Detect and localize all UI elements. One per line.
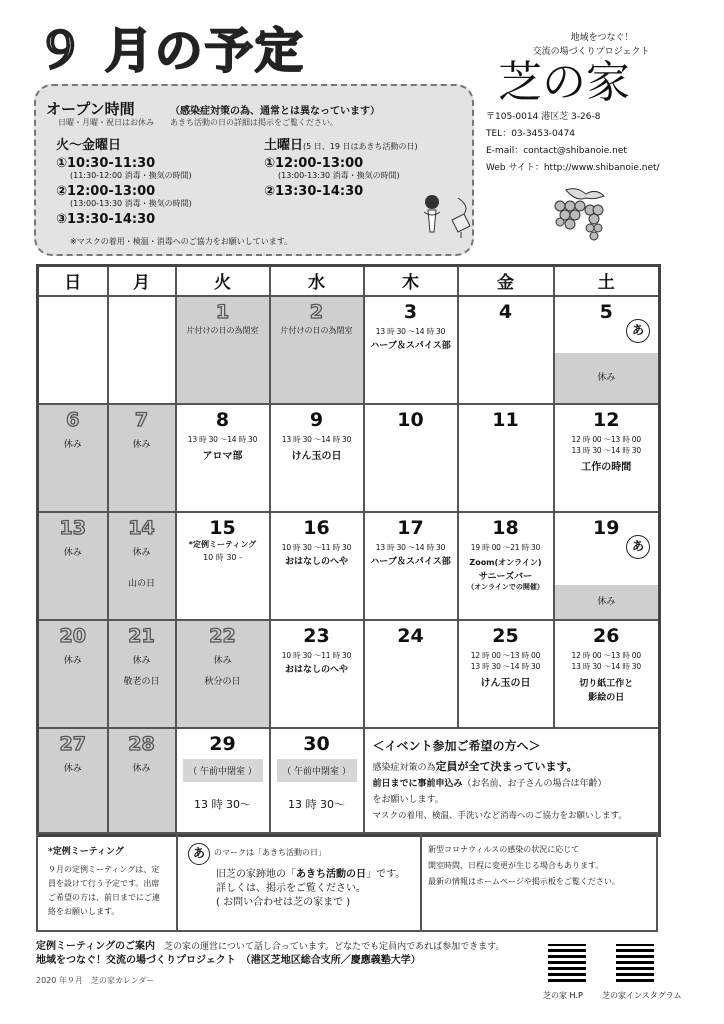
day-cell-2: 2 片付けの日の為閉室	[270, 296, 364, 404]
opening-hours-heading: オープン時間	[46, 100, 135, 118]
weekday-wed: 水	[270, 266, 364, 296]
info-section	[36, 832, 658, 932]
akichi-mark: あ	[626, 535, 650, 559]
week-row-4	[38, 620, 660, 728]
akichi-mark: あ	[626, 319, 650, 343]
day-cell-9: 9 13 時 30 〜14 時 30 けん玉の日	[270, 404, 364, 512]
akichi-line: 詳しくは、掲示をご覧ください。	[216, 883, 366, 894]
grapes-icon	[546, 186, 610, 246]
day-cell-28: 28 休み	[108, 728, 176, 836]
day-cell-30: 30 （ 午前中閉室 ） 13 時 30〜	[270, 728, 364, 836]
day-cell-6: 6 休み	[38, 404, 108, 512]
week-row-2	[38, 404, 660, 512]
weekday-slot: ①10:30-11:30 (11:30-12:00 消毒・換気の時間)	[56, 156, 192, 180]
day-cell-13: 13 休み	[38, 512, 108, 620]
day-cell-5: 5 あ 休み	[554, 296, 660, 404]
opening-hours-box	[34, 84, 474, 256]
event-notice-heading: ＜イベント参加ご希望の方へ＞	[372, 738, 541, 753]
meeting-heading: *定例ミーティング	[48, 847, 124, 857]
footer	[36, 940, 504, 988]
day-cell-14: 14 休み 山の日	[108, 512, 176, 620]
org-address: 〒105-0014 港区芝 3-26-8	[486, 112, 601, 122]
qr-label-instagram: 芝の家インスタグラム	[602, 991, 682, 1000]
qr-code-instagram[interactable]	[616, 944, 654, 982]
saturday-slot: ②13:30-14:30	[264, 184, 364, 199]
weekday-thu: 木	[364, 266, 458, 296]
org-web: Web サイト：http://www.shibanoie.net/	[486, 163, 660, 173]
saturday-head: 土曜日(5 日、19 日はあきち活動の日)	[264, 138, 418, 153]
calendar	[36, 264, 661, 837]
day-cell-16: 16 10 時 30 〜11 時 30 おはなしのへや	[270, 512, 364, 620]
day-cell-25: 25 12 時 00 〜13 時 00 13 時 30 〜14 時 30 けん玉の日	[458, 620, 554, 728]
day-cell-19: 19 あ 休み	[554, 512, 660, 620]
meeting-text: ９月の定例ミーティングは、定員を設けて行う予定です。出席ご希望の方は、前日までにご連絡をお願いします。	[48, 865, 160, 916]
day-cell-4: 4	[458, 296, 554, 404]
weekday-sun: 日	[38, 266, 108, 296]
weekday-header-row	[38, 266, 660, 296]
akichi-mark-text: のマークは「あきち活動の日」	[214, 848, 326, 857]
opening-hours-sub: 日曜・月曜・祝日はお休み あきち活動の日の詳細は掲示をご覧ください。	[58, 118, 338, 127]
day-cell-1: 1 片付けの日の為閉室	[176, 296, 270, 404]
event-notice-line: マスクの着用、検温、手洗いなど消毒へのご協力をお願いします。	[372, 810, 627, 821]
opening-hours-note: （感染症対策の為、通常とは異なっています）	[170, 106, 380, 117]
mask-note: ※マスクの着用・検温・消毒へのご協力をお願いしています。	[70, 237, 293, 246]
day-cell-27: 27 休み	[38, 728, 108, 836]
footer-date: 2020 年９月 芝の家カレンダー	[36, 976, 155, 985]
weekday-mon: 月	[108, 266, 176, 296]
day-cell-20: 20 休み	[38, 620, 108, 728]
week-row-1	[38, 296, 660, 404]
kendama-icon	[418, 192, 478, 242]
weekday-head: 火〜金曜日	[56, 138, 122, 153]
day-cell-26: 26 12 時 00 〜13 時 00 13 時 30 〜14 時 30 切り紙工作と 影絵の日	[554, 620, 660, 728]
akichi-line: ( お問い合わせは芝の家まで )	[216, 897, 351, 908]
event-notice-line: をお願いします。	[372, 794, 444, 805]
day-cell-24: 24	[364, 620, 458, 728]
day-cell-empty	[38, 296, 108, 404]
day-cell-3: 3 13 時 30 〜14 時 30 ハーブ＆スパイス部	[364, 296, 458, 404]
org-tagline-2: 交流の場づくりプロジェクト	[532, 47, 650, 57]
weekday-tue: 火	[176, 266, 270, 296]
day-cell-8: 8 13 時 30 〜14 時 30 アロマ部	[176, 404, 270, 512]
day-cell-10: 10	[364, 404, 458, 512]
day-cell-17: 17 13 時 30 〜14 時 30 ハーブ＆スパイス部	[364, 512, 458, 620]
akichi-line: 旧芝の家跡地の「あきち活動の日」です。	[216, 869, 406, 880]
saturday-slot: ①12:00-13:00 (13:00-13:30 消毒・換気の時間)	[264, 156, 400, 180]
day-cell-29: 29 （ 午前中閉室 ） 13 時 30〜	[176, 728, 270, 836]
organization-info	[486, 30, 708, 177]
week-row-3	[38, 512, 660, 620]
page-title: ９ 月の予定	[36, 23, 305, 79]
footer-meeting: 定例ミーティングのご案内 芝の家の運営について話し合っています。どなたでも定員内であれば参加できます。	[36, 941, 505, 952]
day-cell-7: 7 休み	[108, 404, 176, 512]
week-row-5	[38, 728, 660, 836]
weekday-sat: 土	[554, 266, 660, 296]
weekday-hours	[56, 134, 192, 227]
day-cell-11: 11	[458, 404, 554, 512]
day-cell-18: 18 19 時 00 〜21 時 30 Zoom(オンライン) サニーズバー （オンラインでの開催）	[458, 512, 554, 620]
akichi-info	[178, 834, 422, 930]
org-email: E-mail：contact@shibanoie.net	[486, 146, 627, 156]
day-cell-22: 22 休み 秋分の日	[176, 620, 270, 728]
day-cell-empty	[108, 296, 176, 404]
day-cell-15: 15 *定例ミーティング 10 時 30 -	[176, 512, 270, 620]
corona-info: 新型コロナウィルスの感染の状況に応じて 開室時間、日程に変更が生じる場合もあります。 最新の情報はホームページや掲示板をご覧ください。	[428, 845, 620, 886]
day-cell-21: 21 休み 敬老の日	[108, 620, 176, 728]
weekday-fri: 金	[458, 266, 554, 296]
event-notice	[364, 728, 660, 836]
saturday-hours	[264, 134, 418, 199]
event-notice-line: 感染症対策の為定員が全て決まっています。	[372, 759, 578, 773]
org-logo: 芝の家	[498, 57, 630, 108]
qr-label-homepage: 芝の家 H.P	[543, 991, 583, 1000]
weekday-slot: ②12:00-13:00 (13:00-13:30 消毒・換気の時間)	[56, 184, 192, 208]
day-cell-23: 23 10 時 30 〜11 時 30 おはなしのへや	[270, 620, 364, 728]
footer-project: 地域をつなぐ！交流の場づくりプロジェクト （港区芝地区総合支所／慶應義塾大学）	[36, 955, 421, 966]
weekday-slot: ③13:30-14:30	[56, 212, 156, 227]
org-tagline: 地域をつなぐ！	[570, 33, 634, 43]
day-cell-12: 12 12 時 00 〜13 時 00 13 時 30 〜14 時 30 工作の時間	[554, 404, 660, 512]
akichi-mark: あ	[188, 843, 210, 865]
org-tel: TEL：03-3453-0474	[486, 129, 575, 139]
event-notice-line: 前日までに事前申込み（お名前、お子さんの場合は年齢）	[372, 778, 607, 789]
qr-code-homepage[interactable]	[548, 944, 586, 982]
meeting-info	[38, 834, 178, 930]
